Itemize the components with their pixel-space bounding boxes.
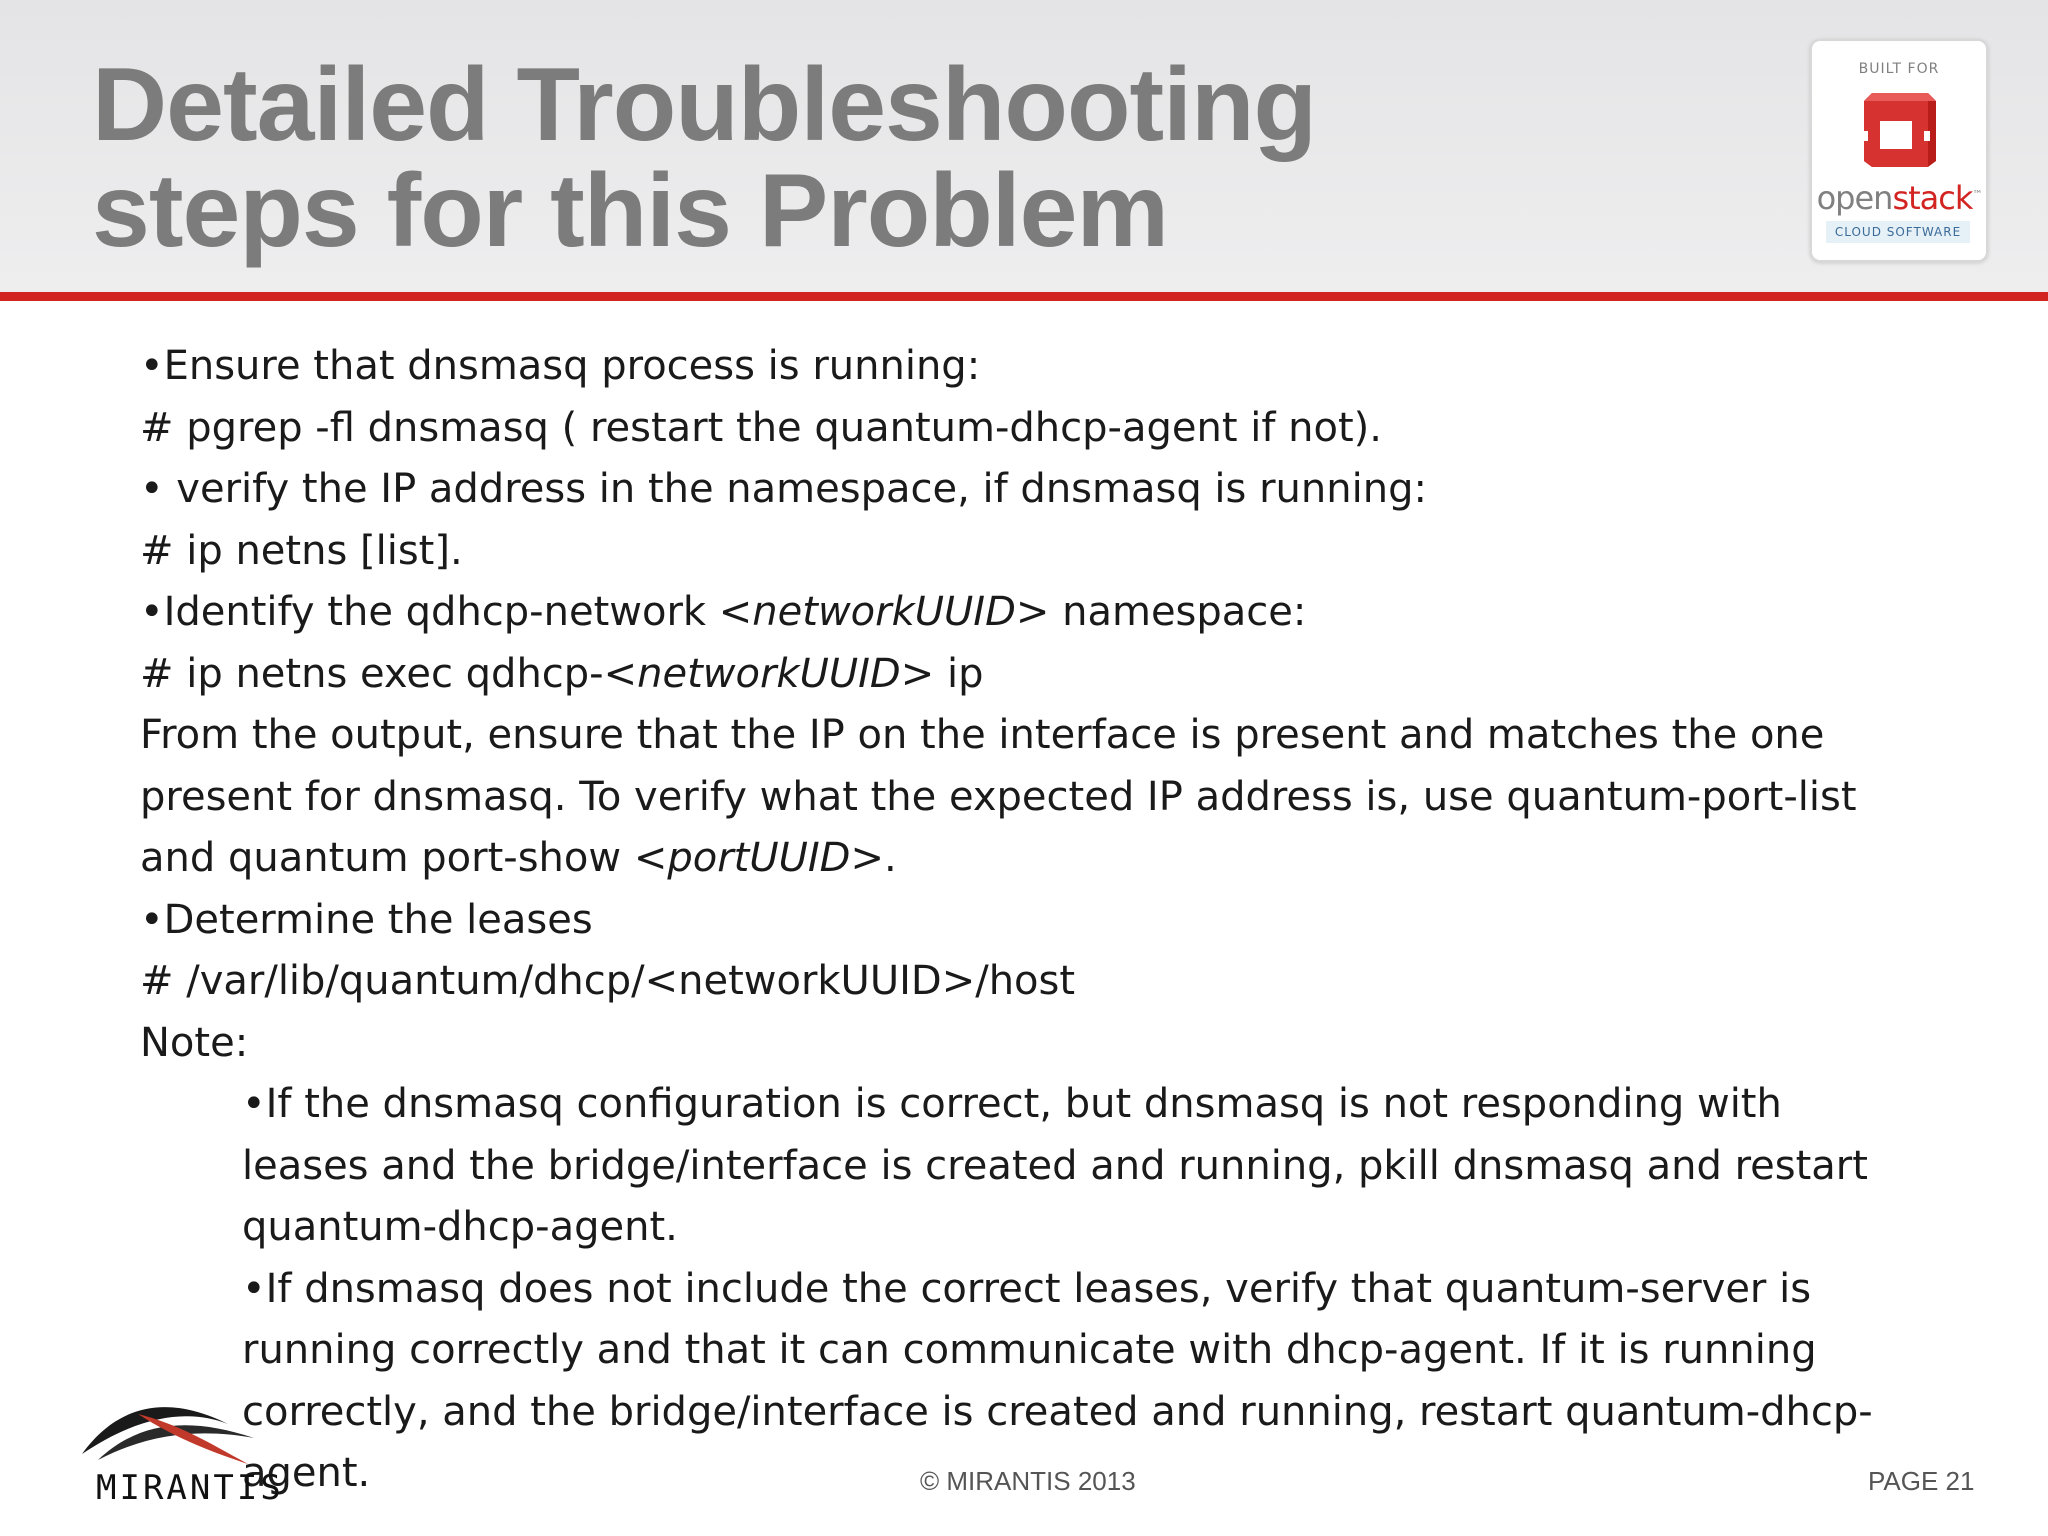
body-line: present for dnsmasq. To verify what the expected IP address is, use quantum-port-list bbox=[140, 773, 1857, 820]
text-run: . bbox=[884, 835, 897, 881]
note-line: •If dnsmasq does not include the correct leases, verify that quantum-server is bbox=[242, 1265, 1812, 1312]
note-line: agent. bbox=[242, 1450, 371, 1496]
body-line: • verify the IP address in the namespace, if dnsmasq is running: bbox=[140, 466, 1427, 512]
body-line: •Ensure that dnsmasq process is running: bbox=[140, 343, 981, 389]
badge-cloud-software: CLOUD SOFTWARE bbox=[1826, 221, 1970, 243]
text-run: •Identify the qdhcp-network bbox=[140, 589, 719, 635]
body-line: •Determine the leases bbox=[140, 896, 593, 943]
text-run: # ip netns exec qdhcp- bbox=[140, 650, 604, 697]
slide-body bbox=[140, 336, 2010, 1505]
mirantis-logo-text: MIRANTIS bbox=[96, 1468, 284, 1508]
footer-page-number: PAGE 21 bbox=[1868, 1466, 1975, 1496]
text-run: and quantum port-show bbox=[140, 835, 634, 881]
note-line: quantum-dhcp-agent. bbox=[242, 1204, 678, 1250]
openstack-badge bbox=[1810, 39, 1988, 262]
italic-run: <networkUUID> bbox=[603, 650, 935, 697]
italic-run: <portUUID> bbox=[633, 835, 884, 881]
slide-title bbox=[92, 47, 1317, 269]
note-line: correctly, and the bridge/interface is created and running, restart quantum-dhcp- bbox=[242, 1388, 1873, 1435]
openstack-wordmark bbox=[1812, 179, 1986, 217]
badge-built-for: BUILT FOR bbox=[1858, 61, 1940, 77]
body-line: # pgrep -fl dnsmasq ( restart the quantum-dhcp-agent if not). bbox=[140, 404, 1382, 451]
text-run: namespace: bbox=[1049, 589, 1307, 635]
body-line: From the output, ensure that the IP on the interface is present and matches the one bbox=[140, 712, 1825, 758]
text-run: ip bbox=[934, 650, 984, 697]
wordmark-open: open bbox=[1816, 179, 1893, 217]
openstack-cube-icon bbox=[1858, 87, 1940, 169]
wordmark-stack: stack bbox=[1892, 179, 1973, 217]
body-line bbox=[140, 644, 2010, 706]
trademark-symbol: ™ bbox=[1972, 189, 1982, 201]
slide-title-line-2: steps for this Problem bbox=[92, 153, 1168, 269]
body-line: # ip netns [list]. bbox=[140, 527, 463, 574]
body-line: # /var/lib/quantum/dhcp/<networkUUID>/host bbox=[140, 958, 1076, 1004]
body-line: Note: bbox=[140, 1019, 249, 1066]
note-line: running correctly and that it can communicate with dhcp-agent. If it is running bbox=[242, 1327, 1817, 1373]
footer-copyright: © MIRANTIS 2013 bbox=[920, 1466, 1136, 1496]
mirantis-swoosh-icon bbox=[78, 1394, 258, 1474]
header-divider bbox=[0, 292, 2048, 301]
italic-run: <networkUUID> bbox=[718, 589, 1050, 635]
slide-header bbox=[0, 0, 2048, 292]
note-line: leases and the bridge/interface is created and running, pkill dnsmasq and restart bbox=[242, 1142, 1868, 1189]
note-line: •If the dnsmasq configuration is correct, but dnsmasq is not responding with bbox=[242, 1081, 1782, 1127]
body-line bbox=[140, 582, 2010, 644]
body-line bbox=[140, 828, 2010, 890]
slide-title-line-1: Detailed Troubleshooting bbox=[92, 47, 1317, 163]
